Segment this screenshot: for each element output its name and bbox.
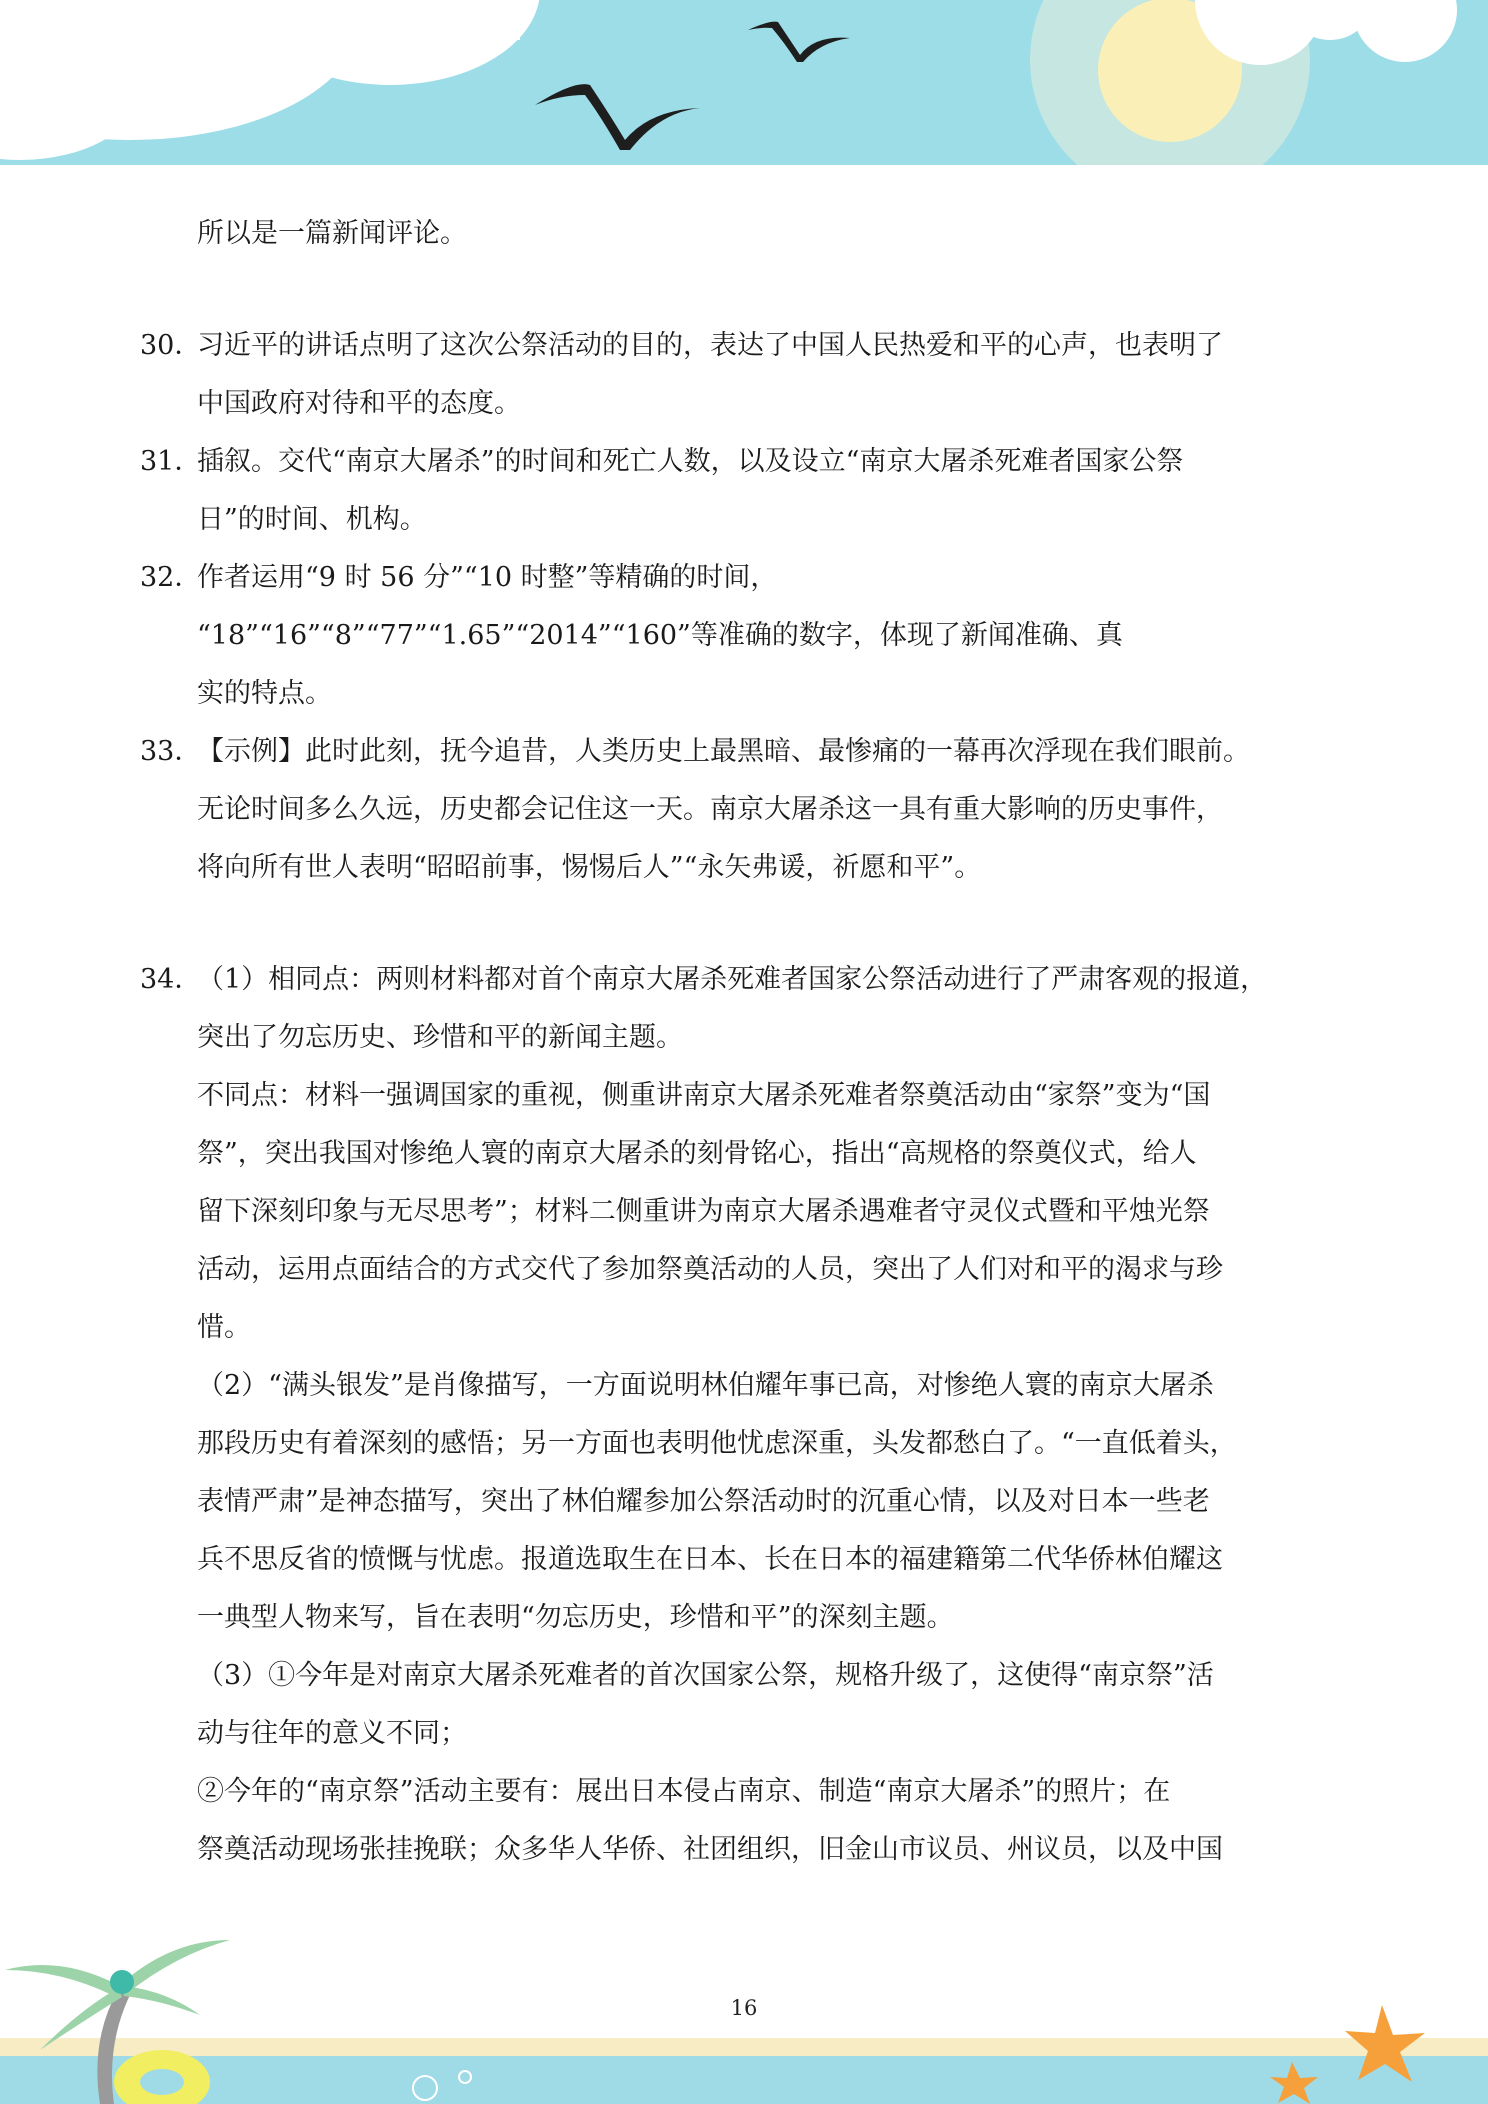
answer-34-line-8: （2）“满头银发”是肖像描写，一方面说明林伯耀年事已高，对惨绝人寰的南京大屠杀 — [197, 1370, 1214, 1401]
answer-30-line-1 — [140, 317, 1350, 375]
answer-34-line-7: 惜。 — [197, 1312, 251, 1343]
question-number-34: 34． — [140, 964, 202, 995]
question-number-32: 32． — [140, 562, 202, 593]
answer-34-line-14: 动与往年的意义不同； — [197, 1718, 467, 1749]
page-number: 16 — [730, 1996, 758, 2020]
answer-34-line-4: 祭”，突出我国对惨绝人寰的南京大屠杀的刻骨铭心，指出“高规格的祭奠仪式，给人 — [197, 1138, 1197, 1169]
answer-33-line-2: 无论时间多么久远，历史都会记住这一天。南京大屠杀这一具有重大影响的历史事件， — [197, 794, 1223, 825]
water-band — [0, 2056, 1488, 2104]
answer-33-line-3: 将向所有世人表明“昭昭前事，惕惕后人”“永矢弗谖，祈愿和平”。 — [197, 852, 982, 883]
answer-31-text-1: 插叙。交代“南京大屠杀”的时间和死亡人数，以及设立“南京大屠杀死难者国家公祭 — [197, 446, 1184, 477]
answer-32-text-1: 作者运用“9 时 56 分”“10 时整”等精确的时间， — [197, 562, 778, 593]
answer-31-line-1 — [140, 433, 1350, 491]
answer-content — [140, 205, 1350, 1879]
answer-32-line-1 — [140, 549, 1350, 607]
answer-34-line-13: （3）①今年是对南京大屠杀死难者的首次国家公祭，规格升级了，这使得“南京祭”活 — [197, 1660, 1214, 1691]
answer-34-line-9: 那段历史有着深刻的感悟；另一方面也表明他忧虑深重，头发都愁白了。“一直低着头， — [197, 1428, 1237, 1459]
question-number-31: 31． — [140, 446, 202, 477]
swim-ring-hole — [140, 2069, 184, 2095]
coconut-icon — [110, 1970, 134, 1994]
answer-31-line-2: 日”的时间、机构。 — [197, 504, 427, 535]
footer-decoration — [0, 1900, 1488, 2104]
answer-34-line-1 — [140, 951, 1350, 1009]
answer-30-line-2: 中国政府对待和平的态度。 — [197, 388, 521, 419]
answer-34-line-6: 活动，运用点面结合的方式交代了参加祭奠活动的人员，突出了人们对和平的渴求与珍 — [197, 1254, 1223, 1285]
answer-33-text-1: 【示例】此时此刻，抚今追昔，人类历史上最黑暗、最惨痛的一幕再次浮现在我们眼前。 — [197, 736, 1250, 767]
answer-32-line-3: 实的特点。 — [197, 678, 332, 709]
answer-34-line-10: 表情严肃”是神态描写，突出了林伯耀参加公祭活动时的沉重心情，以及对日本一些老 — [197, 1486, 1210, 1517]
text-line: 所以是一篇新闻评论。 — [197, 218, 467, 249]
answer-30-text-1: 习近平的讲话点明了这次公祭活动的目的，表达了中国人民热爱和平的心声，也表明了 — [197, 330, 1223, 361]
spacer — [140, 897, 1350, 951]
palm-leaves-icon — [5, 1940, 230, 2050]
question-number-30: 30． — [140, 330, 202, 361]
sand-band — [0, 2038, 1488, 2056]
header-wave — [0, 165, 1488, 170]
answer-34-line-15: ②今年的“南京祭”活动主要有：展出日本侵占南京、制造“南京大屠杀”的照片；在 — [197, 1776, 1171, 1807]
header-decoration — [0, 0, 1488, 170]
answer-34-line-2: 突出了勿忘历史、珍惜和平的新闻主题。 — [197, 1022, 683, 1053]
answer-33-line-1 — [140, 723, 1350, 781]
answer-34-line-5: 留下深刻印象与无尽思考”；材料二侧重讲为南京大屠杀遇难者守灵仪式暨和平烛光祭 — [197, 1196, 1210, 1227]
answer-34-text-1: （1）相同点：两则材料都对首个南京大屠杀死难者国家公祭活动进行了严肃客观的报道， — [197, 964, 1268, 995]
answer-32-line-2: “18”“16”“8”“77”“1.65”“2014”“160”等准确的数字，体现了新闻准确、真 — [197, 620, 1123, 651]
answer-34-line-3: 不同点：材料一强调国家的重视，侧重讲南京大屠杀死难者祭奠活动由“家祭”变为“国 — [197, 1080, 1211, 1111]
answer-34-line-12: 一典型人物来写，旨在表明“勿忘历史，珍惜和平”的深刻主题。 — [197, 1602, 954, 1633]
answer-34-line-11: 兵不思反省的愤慨与忧虑。报道选取生在日本、长在日本的福建籍第二代华侨林伯耀这 — [197, 1544, 1223, 1575]
spacer — [140, 263, 1350, 317]
question-number-33: 33． — [140, 736, 202, 767]
answer-34-line-16: 祭奠活动现场张挂挽联；众多华人华侨、社团组织，旧金山市议员、州议员，以及中国 — [197, 1834, 1223, 1865]
